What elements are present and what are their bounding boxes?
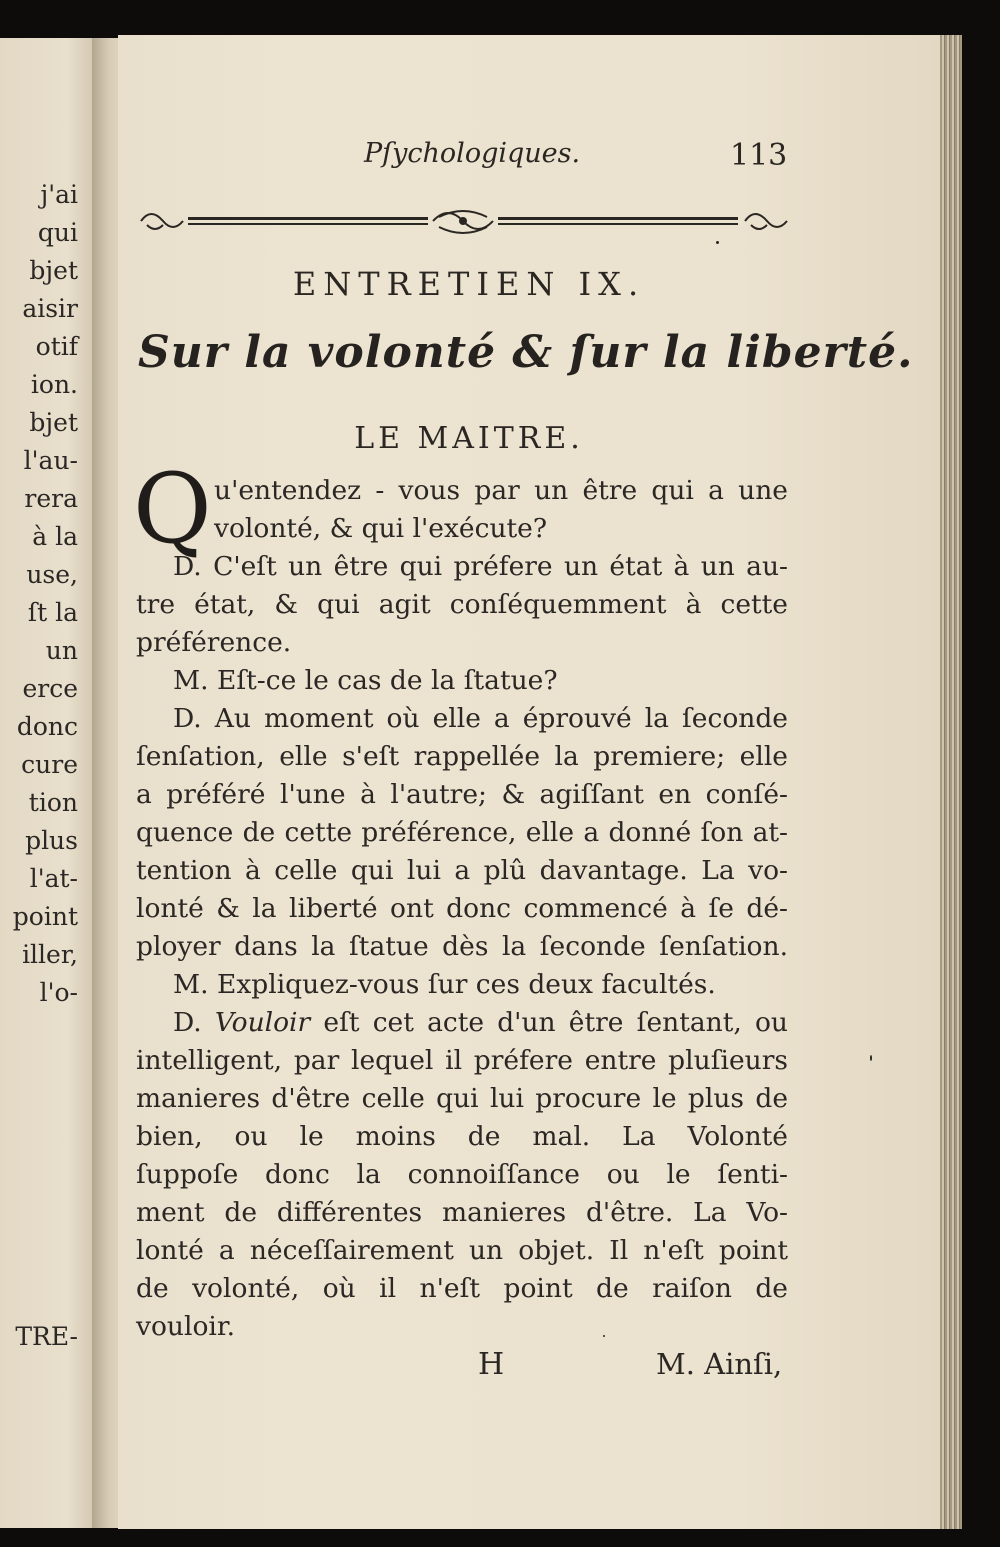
left-page-fragment: aisir — [22, 294, 78, 323]
left-page-fragment: bjet — [29, 408, 78, 437]
left-page-fragment: donc — [16, 712, 78, 741]
text-segment: eſt cet acte d'un être ſentant, ou — [310, 1007, 788, 1038]
left-page-fragment: bjet — [29, 256, 78, 285]
text-line: ment de différentes manieres d'être. La Vo- — [136, 1197, 788, 1228]
left-page-fragment: tion — [28, 788, 78, 817]
left-page-fragment: à la — [32, 522, 78, 551]
drop-cap: Q — [133, 453, 212, 565]
text-line: lonté & la liberté ont donc commencé à ſe dé- — [136, 893, 788, 924]
left-page-fragment: ion. — [30, 370, 78, 399]
page-number: 113 — [730, 138, 788, 173]
text-line — [173, 1004, 788, 1042]
text-line: M. Expliquez-vous ſur ces deux facultés. — [173, 969, 716, 1000]
left-page-fragment: l'o- — [39, 978, 78, 1007]
text-line: u'entendez - vous par un être qui a une — [214, 475, 788, 506]
italic-word: Vouloir — [214, 1007, 311, 1038]
text-line: tre état, & qui agit conſéquemment à cette — [136, 589, 788, 620]
chapter-title: ENTRETIEN IX. — [292, 265, 646, 303]
text-line: tention à celle qui lui a plû davantage. La vo- — [136, 855, 788, 886]
text-line: volonté, & qui l'exécute? — [214, 513, 548, 544]
text-line: ployer dans la ſtatue dès la ſeconde ſenſation. — [136, 931, 788, 962]
left-page-fragment: iller, — [22, 940, 78, 969]
speaker-heading: LE MAITRE. — [354, 421, 584, 456]
text-segment: D. — [173, 1007, 215, 1038]
text-line: quence de cette préférence, elle a donné ſon at- — [136, 817, 788, 848]
text-line: M. Eſt-ce le cas de la ſtatue? — [173, 665, 558, 696]
left-page-fragment: otif — [35, 332, 78, 361]
text-line: a préféré l'une à l'autre; & agiſſant en conſé- — [136, 779, 788, 810]
left-page-fragment: j'ai — [40, 180, 78, 209]
ornamental-rule-icon — [133, 201, 793, 243]
running-title: Pſychologiques. — [364, 138, 581, 169]
text-line: intelligent, par lequel il préfere entre pluſieurs — [136, 1045, 788, 1076]
left-page-fragment: point — [12, 902, 78, 931]
text-line: préférence. — [136, 627, 292, 658]
text-line: ſenſation, elle s'eſt rappellée la premiere; elle — [136, 741, 788, 772]
chapter-subtitle: Sur la volonté & ſur la liberté. — [138, 327, 914, 378]
page-edges — [940, 35, 962, 1529]
text-line: lonté a néceſſairement un objet. Il n'eſt point — [136, 1235, 788, 1266]
text-line: D. Au moment où elle a éprouvé la ſeconde — [173, 703, 788, 734]
text-line: ſuppoſe donc la connoiſſance ou le ſenti- — [136, 1159, 788, 1190]
text-line: de volonté, où il n'eſt point de raiſon de — [136, 1273, 788, 1304]
left-page-fragment: use, — [26, 560, 78, 589]
paper-speck — [870, 1055, 872, 1061]
left-page-fragment: l'au- — [23, 446, 78, 475]
left-page-fragment: rera — [24, 484, 78, 513]
left-page-fragment: un — [45, 636, 78, 665]
left-page-fragment: qui — [37, 218, 78, 247]
text-line: bien, ou le moins de mal. La Volonté — [136, 1121, 788, 1152]
running-head — [118, 138, 946, 178]
left-page-fragment: ſt la — [27, 598, 78, 627]
left-page-fragment: l'at- — [29, 864, 78, 893]
left-page-fragment: plus — [25, 826, 78, 855]
right-page — [118, 35, 946, 1529]
left-page-catchword: TRE- — [15, 1322, 78, 1351]
paper-speck — [716, 241, 719, 244]
text-line: manieres d'être celle qui lui procure le plus de — [136, 1083, 788, 1114]
catchword: M. Ainſi, — [656, 1347, 783, 1381]
left-page-fragment: cure — [21, 750, 78, 779]
text-line: vouloir. — [136, 1311, 236, 1342]
signature-mark: H — [478, 1347, 505, 1382]
paper-speck — [603, 1335, 605, 1337]
text-line: D. C'eſt un être qui préfere un état à un au- — [173, 551, 788, 582]
left-page-fragment: erce — [22, 674, 78, 703]
